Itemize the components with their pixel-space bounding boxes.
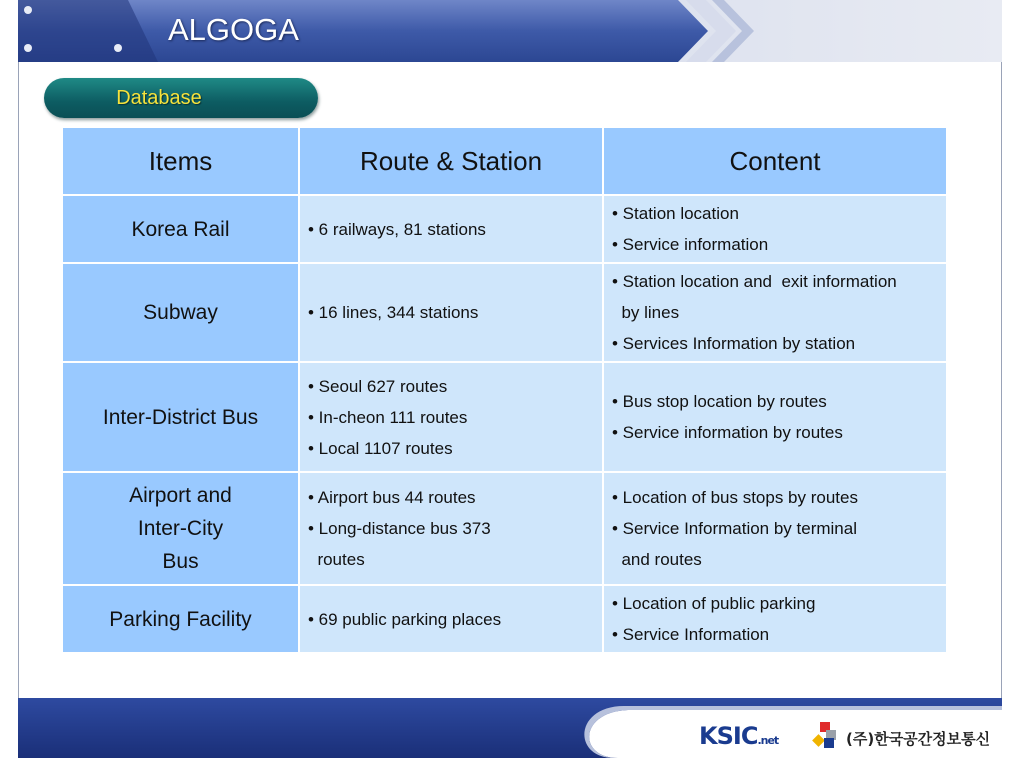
content-line: • Service Information bbox=[612, 625, 770, 644]
content-cell bbox=[603, 362, 947, 472]
content-line: by lines bbox=[612, 303, 680, 322]
route-line: • Airport bus 44 routes bbox=[308, 488, 476, 507]
content-line: • Station location and exit information bbox=[612, 272, 897, 291]
item-line: Inter-District Bus bbox=[102, 405, 259, 429]
table-row bbox=[62, 362, 947, 472]
item-cell bbox=[62, 585, 299, 653]
item-cell bbox=[62, 263, 299, 362]
route-line: • 6 railways, 81 stations bbox=[308, 219, 486, 239]
item-line: Inter-City bbox=[137, 517, 224, 540]
content-cell bbox=[603, 263, 947, 362]
item-line: Subway bbox=[143, 301, 218, 324]
content-line: • Services Information by station bbox=[612, 334, 856, 353]
logo-main: KSIC bbox=[699, 722, 758, 750]
item-cell bbox=[62, 362, 299, 472]
content-line: • Service information by routes bbox=[612, 423, 843, 442]
route-cell bbox=[299, 585, 603, 653]
table-row bbox=[62, 195, 947, 263]
content-cell bbox=[603, 472, 947, 585]
content-line: • Service Information by terminal bbox=[612, 519, 857, 538]
header-banner bbox=[18, 0, 1002, 62]
content-line: and routes bbox=[612, 550, 702, 569]
item-line: Airport and bbox=[129, 484, 232, 507]
content-line: • Location of public parking bbox=[612, 594, 816, 613]
item-line: Bus bbox=[162, 550, 199, 573]
route-cell bbox=[299, 362, 603, 472]
content-line: • Station location bbox=[612, 204, 739, 223]
database-table bbox=[61, 126, 948, 654]
item-cell bbox=[62, 472, 299, 585]
route-cell bbox=[299, 195, 603, 263]
route-cell bbox=[299, 472, 603, 585]
logo-mark-icon bbox=[812, 722, 838, 748]
content-line: • Service information bbox=[612, 235, 769, 254]
company-name: (주)한국공간정보통신 bbox=[846, 730, 991, 748]
route-line: • Seoul 627 routes bbox=[308, 376, 448, 396]
route-line: • 16 lines, 344 stations bbox=[308, 303, 479, 322]
item-line: Korea Rail bbox=[131, 217, 230, 241]
header-content: Content bbox=[603, 127, 947, 195]
ksic-logo bbox=[699, 722, 778, 750]
page-title: ALGOGA bbox=[168, 12, 299, 47]
header bbox=[18, 0, 1002, 62]
table-header-row bbox=[62, 127, 947, 195]
section-label: Database bbox=[116, 87, 202, 109]
header-items: Items bbox=[62, 127, 299, 195]
content-cell bbox=[603, 195, 947, 263]
route-cell bbox=[299, 263, 603, 362]
route-line: routes bbox=[308, 550, 365, 569]
route-line: • In-cheon 111 routes bbox=[308, 407, 468, 427]
table-row bbox=[62, 585, 947, 653]
content-line: • Bus stop location by routes bbox=[612, 392, 827, 411]
header-route-station: Route & Station bbox=[299, 127, 603, 195]
logo-suffix: .net bbox=[757, 734, 779, 747]
item-line: Parking Facility bbox=[109, 607, 252, 631]
content-line: • Location of bus stops by routes bbox=[612, 488, 858, 507]
route-line: • Local 1107 routes bbox=[308, 438, 453, 458]
route-line: • Long-distance bus 373 bbox=[308, 519, 491, 538]
route-line: • 69 public parking places bbox=[308, 609, 502, 629]
item-cell bbox=[62, 195, 299, 263]
content-cell bbox=[603, 585, 947, 653]
table-row bbox=[62, 263, 947, 362]
table-row bbox=[62, 472, 947, 585]
section-pill bbox=[44, 78, 318, 118]
